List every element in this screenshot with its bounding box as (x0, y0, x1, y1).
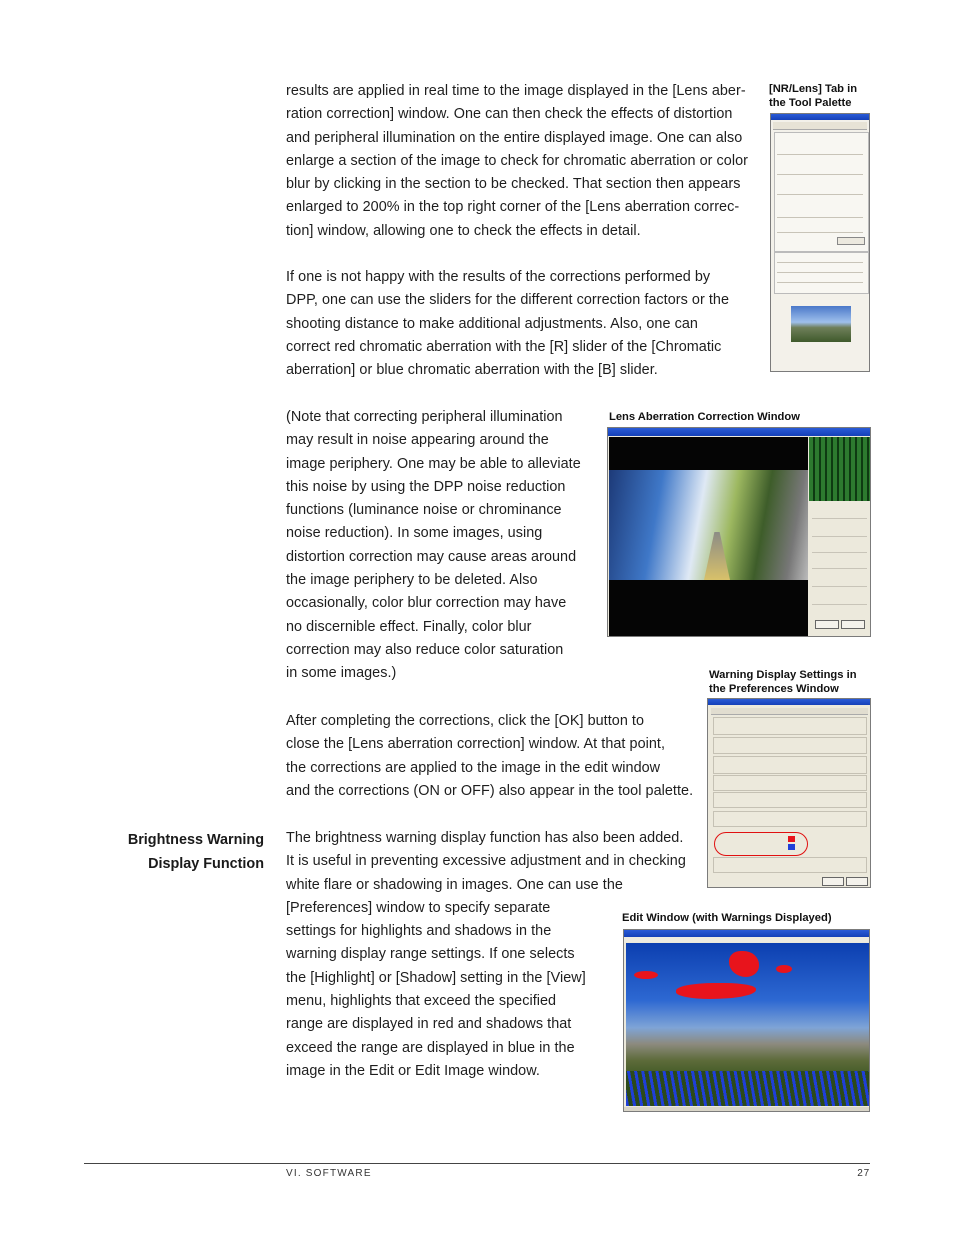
text-line: no discernible effect. Finally, color blur (286, 618, 532, 635)
paragraph-ok-button (286, 710, 693, 803)
text-line: range are displayed in red and shadows that (286, 1016, 572, 1033)
preferences-window-screenshot (707, 698, 871, 888)
paragraph-lens-realtime (286, 80, 748, 243)
caption-lens-window (609, 411, 800, 425)
text-line: this noise by using the DPP noise reduction (286, 478, 566, 495)
text-line: The brightness warning display function has also been added. (286, 830, 684, 846)
highlight-warning-area (634, 971, 658, 979)
text-line: image in the Edit or Edit Image window. (286, 1062, 540, 1079)
text-line: in some images.) (286, 665, 397, 682)
text-line: Lens Aberration Correction Window (609, 411, 800, 423)
text-line: shooting distance to make additional adjustments. Also, one can (286, 315, 698, 332)
text-line: Warning Display Settings in (709, 669, 857, 681)
section-heading-brightness-warning (128, 828, 264, 876)
paragraph-note (286, 406, 581, 686)
text-line: warning display range settings. If one selects (286, 946, 575, 963)
lens-preview-image (609, 437, 808, 637)
text-line: Brightness Warning (127, 832, 264, 848)
text-line: (Note that correcting peripheral illumination (286, 409, 563, 425)
text-line: enlarge a section of the image to check for chromatic aberration or color (286, 152, 748, 169)
text-line: Display Function (148, 856, 264, 872)
caption-nr-lens-tab (769, 83, 857, 110)
text-line: the corrections are applied to the image in the edit window (286, 759, 661, 776)
text-line: correct red chromatic aberration with the [R] slider of the [Chromatic (286, 338, 722, 355)
text-line: DPP, one can use the sliders for the different correction factors or the (286, 292, 730, 309)
text-line: blur by clicking in the section to be checked. That section then appears (286, 176, 741, 193)
lens-window-titlebar (608, 428, 870, 436)
text-line: and the corrections (ON or OFF) also appear in the tool palette. (286, 782, 694, 799)
text-line: noise reduction). In some images, using (286, 525, 543, 542)
text-line: and peripheral illumination on the entire displayed image. One can also (286, 129, 743, 146)
text-line: may result in noise appearing around the (286, 432, 549, 449)
text-line: aberration] or blue chromatic aberration with the [B] slider. (286, 362, 658, 379)
text-line: [NR/Lens] Tab in (769, 83, 858, 95)
palette-titlebar (771, 114, 869, 120)
edit-window-screenshot (623, 929, 870, 1112)
preferences-titlebar (708, 699, 870, 705)
text-line: distortion correction may cause areas around (286, 548, 577, 565)
text-line: Edit Window (with Warnings Displayed) (622, 912, 832, 924)
text-line: the Tool Palette (769, 96, 852, 109)
text-line: ration correction] window. One can then check the effects of distortion (286, 106, 733, 123)
text-line: close the [Lens aberration correction] window. At that point, (286, 736, 666, 753)
shadow-warning-area (626, 1071, 869, 1106)
shadow-color-swatch (788, 844, 795, 850)
lens-zoom-preview (809, 437, 870, 501)
caption-warning-settings (709, 669, 857, 696)
edit-window-titlebar (624, 930, 869, 937)
text-line: results are applied in real time to the image displayed in the [Lens aber- (286, 83, 746, 99)
edit-window-image (626, 943, 869, 1106)
text-line: enlarged to 200% in the top right corner of the [Lens aberration correc- (286, 199, 740, 216)
text-line: exceed the range are displayed in blue in the (286, 1039, 575, 1056)
text-line: menu, highlights that exceed the specified (286, 993, 557, 1010)
page-number: 27 (857, 1168, 870, 1179)
text-line: the image periphery to be deleted. Also (286, 572, 538, 589)
highlight-warning-area (776, 965, 792, 973)
text-line: image periphery. One may be able to alleviate (286, 455, 581, 472)
text-line: After completing the corrections, click the [OK] button to (286, 713, 645, 729)
text-line: the [Highlight] or [Shadow] setting in the [View] (286, 969, 586, 986)
paragraph-adjustments (286, 266, 729, 382)
highlight-warning-area (729, 951, 759, 977)
highlight-color-swatch (788, 836, 795, 842)
palette-thumbnail (791, 306, 851, 342)
footer-rule (84, 1163, 870, 1164)
text-line: the Preferences Window (709, 682, 839, 695)
text-line: white flare or shadowing in images. One can use the (286, 876, 623, 893)
text-line: occasionally, color blur correction may have (286, 595, 567, 612)
text-line: tion] window, allowing one to check the effects in detail. (286, 222, 641, 239)
caption-edit-window (622, 912, 832, 926)
footer-section-name: VI. SOFTWARE (286, 1168, 372, 1179)
text-line: settings for highlights and shadows in the (286, 923, 552, 940)
lens-aberration-window-screenshot (607, 427, 871, 637)
text-line: [Preferences] window to specify separate (286, 899, 551, 916)
highlight-warning-area (676, 983, 756, 999)
text-line: If one is not happy with the results of the corrections performed by (286, 269, 711, 285)
text-line: functions (luminance noise or chrominance (286, 502, 562, 519)
text-line: It is useful in preventing excessive adjustment and in checking (286, 853, 686, 870)
text-line: correction may also reduce color saturation (286, 641, 564, 658)
nr-lens-tool-palette-screenshot (770, 113, 870, 372)
